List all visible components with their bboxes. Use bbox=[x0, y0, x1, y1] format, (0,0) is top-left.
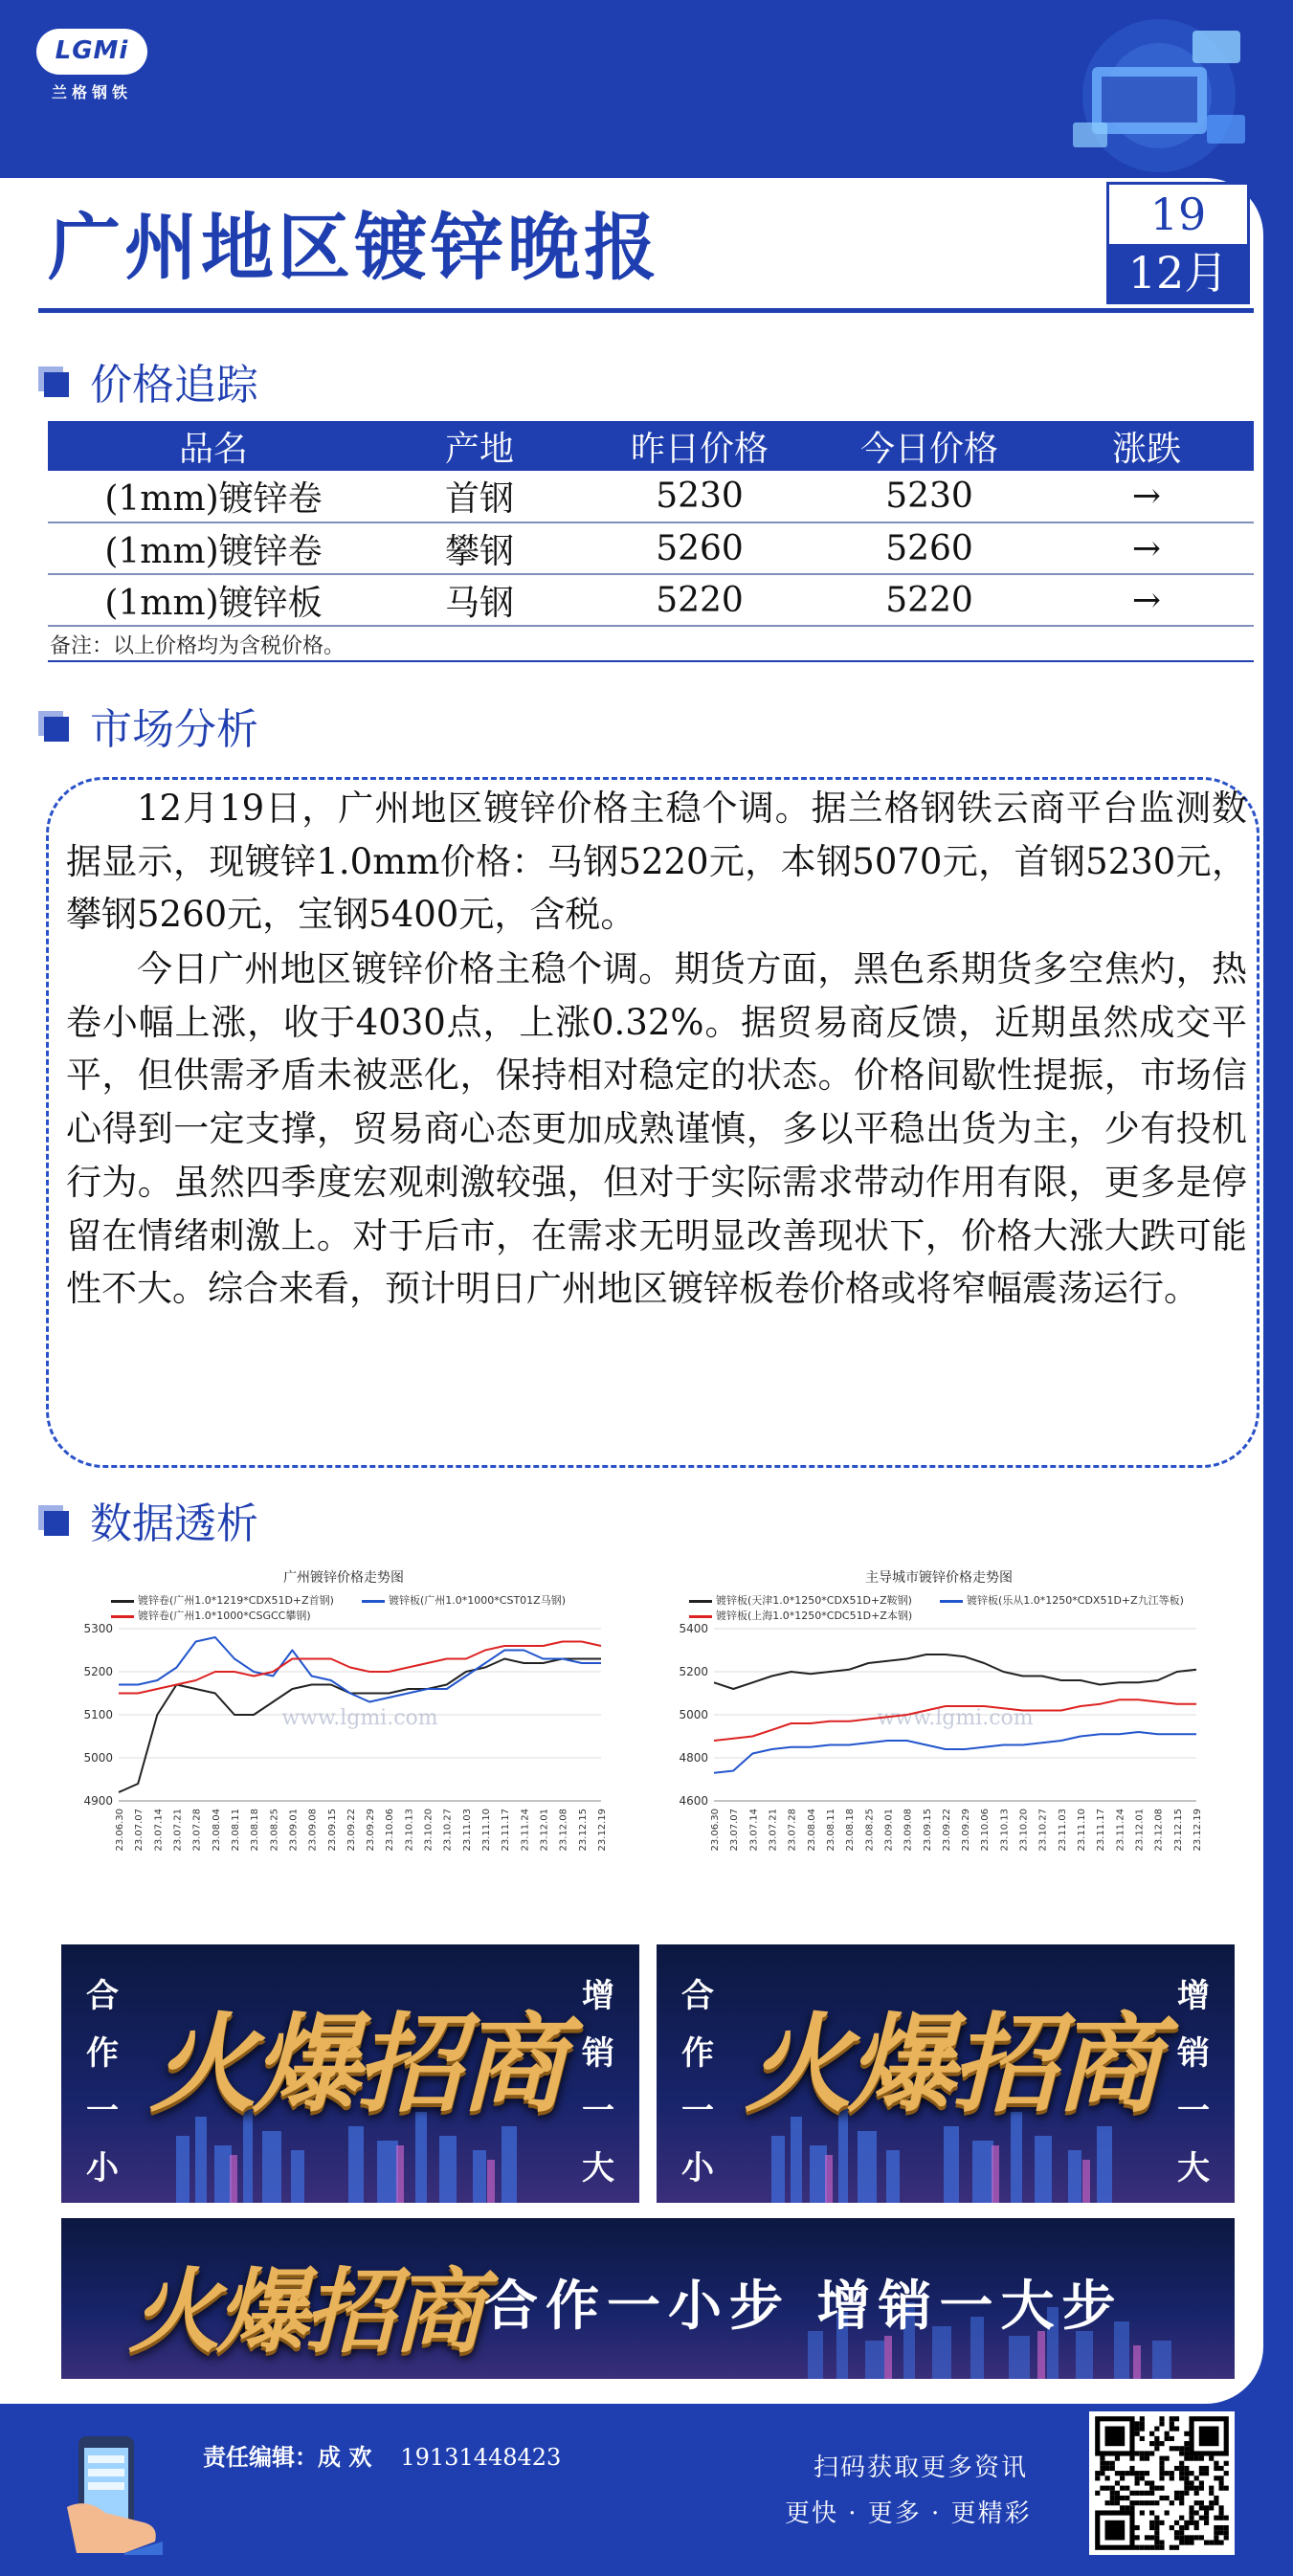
x-tick-label: 23.11.03 bbox=[461, 1809, 473, 1852]
x-tick-label: 23.07.14 bbox=[153, 1809, 165, 1852]
x-tick-label: 23.08.11 bbox=[825, 1809, 836, 1852]
banner-headline: 火爆招商 bbox=[149, 2002, 563, 2127]
section-square-icon bbox=[44, 717, 69, 742]
x-tick-label: 23.09.22 bbox=[346, 1809, 357, 1852]
legend-item: 镀锌板(广州1.0*1000*CST01Z马钢) bbox=[362, 1592, 566, 1608]
x-tick-label: 23.08.18 bbox=[845, 1809, 857, 1852]
x-tick-label: 23.09.15 bbox=[922, 1809, 933, 1852]
banner-headline: 火爆招商 bbox=[745, 2002, 1158, 2127]
y-tick-label: 5200 bbox=[679, 1665, 708, 1678]
y-tick-label: 4600 bbox=[679, 1794, 708, 1808]
x-tick-label: 23.07.21 bbox=[172, 1809, 184, 1852]
x-tick-label: 23.09.08 bbox=[903, 1809, 914, 1852]
x-tick-label: 23.06.30 bbox=[115, 1809, 125, 1852]
page-title: 广州地区镀锌晚报 bbox=[48, 205, 660, 290]
x-tick-label: 23.07.28 bbox=[787, 1809, 798, 1852]
x-tick-label: 23.10.06 bbox=[980, 1809, 992, 1852]
x-tick-label: 23.10.20 bbox=[423, 1809, 435, 1852]
x-tick-label: 23.10.27 bbox=[1037, 1809, 1049, 1852]
chart-plot bbox=[660, 1562, 1217, 1897]
x-tick-label: 23.10.13 bbox=[999, 1809, 1011, 1852]
x-tick-label: 23.08.04 bbox=[806, 1809, 817, 1852]
today-price-cell: 5220 bbox=[819, 574, 1039, 626]
price-note: 备注：以上价格均为含税价格。 bbox=[50, 634, 346, 658]
qr-code-icon[interactable] bbox=[1089, 2411, 1235, 2555]
x-tick-label: 23.08.25 bbox=[864, 1809, 876, 1852]
chart-title: 主导城市镀锌价格走势图 bbox=[865, 1570, 1013, 1586]
x-tick-label: 23.10.20 bbox=[1018, 1809, 1030, 1852]
x-tick-label: 23.12.08 bbox=[1153, 1809, 1165, 1852]
today-price-cell: 5230 bbox=[819, 471, 1039, 522]
y-tick-label: 5200 bbox=[83, 1665, 113, 1678]
x-tick-label: 23.11.24 bbox=[520, 1809, 531, 1852]
x-tick-label: 23.09.15 bbox=[326, 1809, 338, 1852]
x-tick-label: 23.11.17 bbox=[1096, 1809, 1107, 1852]
x-tick-label: 23.07.07 bbox=[729, 1809, 741, 1852]
legend-item: 镀锌卷(广州1.0*1000*CSGCC攀钢) bbox=[111, 1608, 311, 1623]
table-row bbox=[48, 471, 1254, 522]
banner-left-text: 合 作 一 小 bbox=[86, 1977, 119, 2187]
date-day: 19 bbox=[1149, 189, 1207, 240]
banner-left-text: 合 作 一 小 bbox=[681, 1977, 714, 2187]
legend-item: 镀锌板(乐从1.0*1250*CDX51D+Z九江等板) bbox=[940, 1592, 1184, 1608]
yesterday-price-cell: 5260 bbox=[580, 522, 819, 574]
watermark: www.lgmi.com bbox=[877, 1706, 1034, 1730]
qr-caption: 扫码获取更多资讯 bbox=[814, 2454, 1029, 2482]
banner-headline: 火爆招商 bbox=[128, 2257, 480, 2365]
x-tick-label: 23.09.22 bbox=[941, 1809, 952, 1852]
table-row bbox=[48, 574, 1254, 626]
banner-slogan: 合作一小步 增销一大步 bbox=[484, 2276, 1124, 2338]
x-tick-label: 23.07.21 bbox=[768, 1809, 779, 1852]
y-tick-label: 5400 bbox=[679, 1622, 708, 1635]
x-tick-label: 23.06.30 bbox=[710, 1809, 721, 1852]
x-tick-label: 23.12.01 bbox=[539, 1809, 550, 1852]
x-tick-label: 23.09.01 bbox=[288, 1809, 300, 1852]
legend-item: 镀锌板(上海1.0*1250*CDC51D+Z本钢) bbox=[689, 1608, 912, 1623]
x-tick-label: 23.11.17 bbox=[501, 1809, 512, 1852]
x-tick-label: 23.07.28 bbox=[191, 1809, 203, 1852]
promo-banner-wide[interactable] bbox=[61, 2218, 1235, 2379]
column-header: 昨日价格 bbox=[580, 421, 819, 471]
x-tick-label: 23.12.15 bbox=[577, 1809, 589, 1852]
editor-phone[interactable]: 19131448423 bbox=[400, 2444, 562, 2471]
tech-decoration-icon bbox=[1015, 10, 1264, 172]
promo-banner[interactable] bbox=[657, 1944, 1235, 2203]
x-tick-label: 23.09.08 bbox=[307, 1809, 319, 1852]
x-tick-label: 23.12.19 bbox=[597, 1809, 608, 1852]
y-tick-label: 4900 bbox=[83, 1794, 113, 1808]
column-header: 产地 bbox=[379, 421, 580, 471]
analysis-paragraph: 今日广州地区镀锌价格主稳个调。期货方面，黑色系期货多空焦灼，热卷小幅上涨，收于4030点，上涨0.32%。据贸易商反馈，近期虽然成交平平，但供需矛盾未被恶化，保持相对稳定的状态。价格间歇性提振，市场信心得到一定支撑，贸易商心态更加成熟谨慎，多以平稳出货为主，少有投机行为。虽然四季度宏观刺激较强，但对于实际需求带动作用有限，更多是停留在情绪刺激上。对于后市，在需求无明显改善现状下，价格大涨大跌可能性不大。综合来看，预计明日广州地区镀锌板卷价格或将窄幅震荡运行。 bbox=[66, 948, 1247, 1310]
yesterday-price-cell: 5220 bbox=[580, 574, 819, 626]
banner-right-text: 增 销 一 大 bbox=[582, 1977, 614, 2187]
chart-guangzhou bbox=[65, 1562, 622, 1897]
chart-plot bbox=[65, 1562, 622, 1897]
x-tick-label: 23.11.24 bbox=[1115, 1809, 1126, 1852]
date-month: 12月 bbox=[1109, 244, 1247, 301]
logo-mark bbox=[36, 29, 147, 75]
section-square-icon bbox=[44, 372, 69, 397]
promo-banner[interactable] bbox=[61, 1944, 639, 2203]
origin-cell: 攀钢 bbox=[379, 522, 580, 574]
yesterday-price-cell: 5230 bbox=[580, 471, 819, 522]
x-tick-label: 23.08.11 bbox=[230, 1809, 241, 1852]
product-cell: (1mm)镀锌板 bbox=[48, 574, 379, 626]
chart-major-cities bbox=[660, 1562, 1217, 1897]
date-badge bbox=[1106, 182, 1250, 304]
legend-item: 镀锌卷(广州1.0*1219*CDX51D+Z首钢) bbox=[111, 1592, 334, 1608]
x-tick-label: 23.11.10 bbox=[481, 1809, 493, 1852]
legend-item: 镀锌板(天津1.0*1250*CDX51D+Z鞍钢) bbox=[689, 1592, 912, 1608]
price-table bbox=[48, 421, 1254, 627]
column-header: 涨跌 bbox=[1039, 421, 1254, 471]
x-tick-label: 23.12.15 bbox=[1172, 1809, 1184, 1852]
banner-right-text: 增 销 一 大 bbox=[1177, 1977, 1210, 2187]
x-tick-label: 23.11.10 bbox=[1077, 1809, 1088, 1852]
header-band bbox=[0, 0, 1293, 191]
note-divider bbox=[48, 660, 1254, 662]
x-tick-label: 23.08.04 bbox=[211, 1809, 222, 1852]
x-tick-label: 23.10.06 bbox=[385, 1809, 396, 1852]
change-arrow-icon: → bbox=[1039, 471, 1254, 522]
editor-name: 责任编辑：成 欢 bbox=[203, 2443, 372, 2471]
section-heading-data: 数据透析 bbox=[44, 1489, 258, 1550]
x-tick-label: 23.09.01 bbox=[883, 1809, 895, 1852]
section-heading-analysis: 市场分析 bbox=[44, 695, 258, 756]
phone-hand-icon bbox=[67, 2431, 163, 2555]
x-tick-label: 23.10.27 bbox=[442, 1809, 454, 1852]
x-tick-label: 23.08.25 bbox=[269, 1809, 280, 1852]
x-tick-label: 23.11.03 bbox=[1057, 1809, 1068, 1852]
product-cell: (1mm)镀锌卷 bbox=[48, 522, 379, 574]
x-tick-label: 23.08.18 bbox=[250, 1809, 261, 1852]
column-header: 今日价格 bbox=[819, 421, 1039, 471]
analysis-paragraph: 12月19日，广州地区镀锌价格主稳个调。据兰格钢铁云商平台监测数据显示，现镀锌1.0mm价格：马钢5220元，本钢5070元，首钢5230元，攀钢5260元，宝钢5400元，含税。 bbox=[66, 788, 1247, 936]
section-heading-price: 价格追踪 bbox=[44, 350, 258, 411]
x-tick-label: 23.09.29 bbox=[366, 1809, 377, 1852]
today-price-cell: 5260 bbox=[819, 522, 1039, 574]
x-tick-label: 23.07.14 bbox=[748, 1809, 760, 1852]
origin-cell: 首钢 bbox=[379, 471, 580, 522]
editor-credit bbox=[203, 2438, 561, 2472]
x-tick-label: 23.10.13 bbox=[404, 1809, 415, 1852]
table-header-row bbox=[48, 421, 1254, 471]
y-tick-label: 5000 bbox=[679, 1708, 708, 1721]
watermark: www.lgmi.com bbox=[281, 1706, 438, 1730]
column-header: 品名 bbox=[48, 421, 379, 471]
x-tick-label: 23.12.01 bbox=[1134, 1809, 1146, 1852]
brand-logo[interactable] bbox=[36, 29, 161, 102]
y-tick-label: 5100 bbox=[83, 1708, 113, 1721]
analysis-box bbox=[46, 777, 1260, 1468]
y-tick-label: 5000 bbox=[83, 1751, 113, 1765]
logo-lettering: LGMi bbox=[55, 36, 129, 65]
qr-tagline: 更快 · 更多 · 更精彩 bbox=[785, 2499, 1032, 2528]
section-square-icon bbox=[44, 1511, 69, 1536]
product-cell: (1mm)镀锌卷 bbox=[48, 471, 379, 522]
y-tick-label: 4800 bbox=[679, 1751, 708, 1765]
table-row bbox=[48, 522, 1254, 574]
x-tick-label: 23.12.08 bbox=[558, 1809, 569, 1852]
brand-name: 兰格钢铁 bbox=[51, 83, 132, 101]
change-arrow-icon: → bbox=[1039, 574, 1254, 626]
y-tick-label: 5300 bbox=[83, 1622, 113, 1635]
x-tick-label: 23.09.29 bbox=[961, 1809, 972, 1852]
change-arrow-icon: → bbox=[1039, 522, 1254, 574]
x-tick-label: 23.07.07 bbox=[134, 1809, 145, 1852]
origin-cell: 马钢 bbox=[379, 574, 580, 626]
series-line bbox=[714, 1732, 1196, 1773]
chart-title: 广州镀锌价格走势图 bbox=[283, 1570, 404, 1586]
x-tick-label: 23.12.19 bbox=[1193, 1809, 1203, 1852]
title-divider bbox=[38, 308, 1254, 313]
